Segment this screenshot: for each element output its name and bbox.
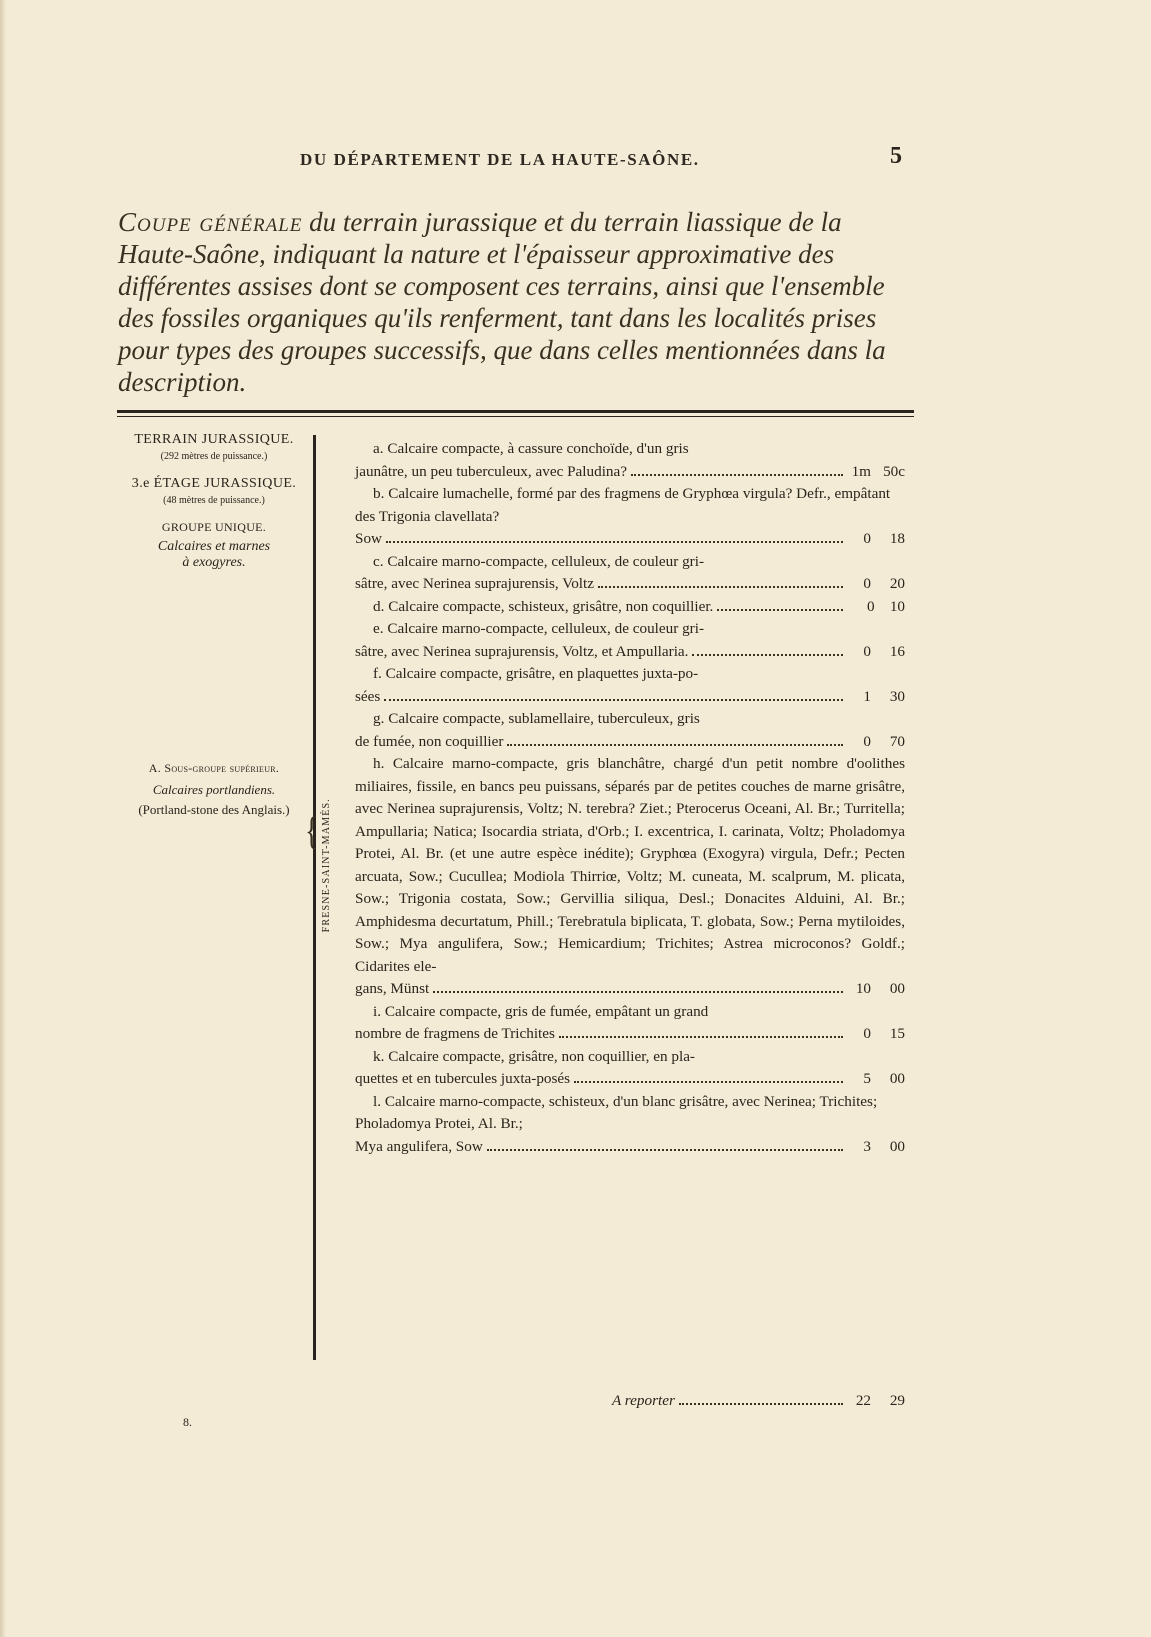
thickness-centimeters: 00 (889, 1137, 905, 1155)
entry-last-line (355, 686, 905, 709)
leader-dots (507, 744, 843, 746)
etage-heading: 3.e ÉTAGE JURASSIQUE. (131, 476, 297, 491)
leader-dots (574, 1081, 843, 1083)
brace-glyph: { (305, 810, 319, 854)
leader-dots (598, 586, 843, 588)
entry-last: sées (355, 687, 381, 705)
groupe-desc-2: à exogyres. (182, 555, 246, 570)
entry-last-line (355, 573, 905, 596)
thickness-meters: 0 (863, 732, 871, 750)
groupe-desc-1: Calcaires et marnes (157, 539, 271, 554)
entry-last-line (355, 731, 905, 754)
sous-groupe-note: (Portland-stone des Anglais.) (138, 802, 290, 817)
leader-dots (717, 609, 843, 611)
leader-dots (487, 1149, 843, 1151)
thickness-centimeters: 16 (889, 642, 905, 660)
entry-a (355, 438, 905, 483)
thickness-meters: 1m (851, 462, 871, 480)
entry-last: sâtre, avec Nerinea suprajurensis, Voltz (355, 575, 594, 592)
locality-text: FRESNE-SAINT-MAMÈS. (320, 797, 332, 933)
thickness-centimeters: 50c (883, 462, 905, 480)
entry-lead: i. Calcaire compacte, gris de fumée, empâtant un grand (373, 1002, 709, 1020)
entry-lead: h. Calcaire marno-compacte, gris blanchâtre, chargé d'un petit nombre d'oolithes miliaires, fissile, en bancs peu puissans, séparés par de petites couches de marne grisâtre, avec Nerinea suprajurensis, Voltz; N. terebra? Ziet.; Pterocerus Oceani, Al. Br.; Turritella; Ampullaria; Natica; Isocardia striata, d'Orb.; I. excentrica, I. carinata, Voltz; Pholadomya Protei, Al. Br. (et une autre espèce inédite); Gryphœa (Exogyra) virgula, Defr.; Pecten arcuata, Sow.; Cucullea; Modiola Thirriœ, Voltz; M. cuneata, M. scalprum, M. plicata, Sow.; Trigonia costata, Sow.; Gervillia siliqua, Desl.; Donacites Alduini, Al. Br.; Amphidesma decurtatum, Phill.; Terebratula biplicata, T. globata, Sow.; Perna mytiloides, Sow.; Mya angulifera, Sow.; Hemicardium; Trichites; Astrea microconos? Goldf.; Cidarites ele- (355, 755, 905, 975)
entry-last: quettes et en tubercules juxta-posés (355, 1070, 571, 1087)
leader-dots (631, 474, 843, 476)
title-lead: Coupe générale (118, 207, 303, 237)
entry-k (355, 1046, 905, 1091)
thickness-centimeters: 20 (889, 575, 905, 592)
thickness-centimeters: 15 (889, 1025, 905, 1042)
leader-dots (433, 991, 843, 993)
thickness-centimeters: 18 (889, 530, 905, 547)
entry-h (355, 753, 905, 1001)
layer-entries (355, 438, 905, 1158)
entry-lead: c. Calcaire marno-compacte, celluleux, de couleur gri- (373, 552, 705, 570)
thickness-meters: 5 (863, 1070, 871, 1087)
leader-dots (559, 1036, 843, 1038)
leader-dots (384, 699, 843, 701)
etage-thickness: (48 mètres de puissance.) (163, 495, 265, 506)
entry-b (355, 483, 905, 551)
title-rule-thin (117, 416, 914, 417)
entry-last: jaunâtre, un peu tuberculeux, avec Paludina? (355, 462, 627, 480)
carry-forward-label: A reporter (612, 1392, 675, 1409)
thickness-centimeters: 00 (889, 980, 905, 997)
thickness-meters: 1 (863, 687, 871, 705)
terrain-heading: TERRAIN JURASSIQUE. (134, 432, 294, 447)
thickness-meters: 0 (863, 642, 871, 660)
thickness-meters: 3 (863, 1137, 871, 1155)
entry-d (355, 596, 905, 619)
entry-lead: f. Calcaire compacte, grisâtre, en plaquettes juxta-po- (373, 665, 699, 682)
entry-last: nombre de fragmens de Trichites (355, 1025, 555, 1042)
entry-lead: e. Calcaire marno-compacte, celluleux, de couleur gri- (373, 620, 705, 637)
running-head: DU DÉPARTEMENT DE LA HAUTE-SAÔNE. (300, 150, 700, 169)
page-binding-edge (0, 0, 6, 1637)
thickness-meters: 10 (855, 980, 871, 997)
entry-last: gans, Münst (355, 980, 430, 997)
entry-last-line (355, 1136, 905, 1159)
leader-dots (692, 654, 843, 656)
entry-last-line (355, 1068, 905, 1091)
terrain-thickness: (292 mètres de puissance.) (160, 451, 268, 462)
entry-last-line (355, 596, 905, 619)
leader-dots (679, 1403, 843, 1405)
entry-lead: k. Calcaire compacte, grisâtre, non coquillier, en pla- (373, 1047, 695, 1065)
carry-forward (612, 1392, 905, 1410)
entry-last: d. Calcaire compacte, schisteux, grisâtre, non coquillier. (373, 597, 714, 615)
entry-lead: g. Calcaire compacte, sublamellaire, tuberculeux, gris (373, 710, 700, 727)
page-number: 5 (890, 143, 902, 169)
thickness-meters: 0 (863, 530, 871, 547)
thickness-centimeters: 10 (889, 597, 905, 615)
entry-c (355, 551, 905, 596)
entry-l (355, 1091, 905, 1159)
total-meters: 22 (855, 1392, 871, 1409)
carry-forward-line (612, 1392, 905, 1410)
thickness-centimeters: 30 (889, 687, 905, 705)
entry-lead: l. Calcaire marno-compacte, schisteux, d'un blanc grisâtre, avec Nerinea; Trichites; Pholadomya Protei, Al. Br.; (355, 1092, 878, 1132)
entry-lead: a. Calcaire compacte, à cassure conchoïde, d'un gris (373, 440, 689, 457)
entry-last: Sow (355, 530, 383, 547)
thickness-meters: 0 (863, 575, 871, 592)
locality-label (316, 790, 336, 940)
entry-last-line (355, 461, 905, 484)
entry-i (355, 1001, 905, 1046)
sous-groupe-desc: Calcaires portlandiens. (152, 782, 276, 797)
entry-g (355, 708, 905, 753)
entry-last-line (355, 1023, 905, 1046)
entry-last: Mya angulifera, Sow (355, 1137, 483, 1155)
entry-e (355, 618, 905, 663)
stratigraphy-column (116, 432, 312, 818)
section-title (118, 206, 918, 398)
thickness-centimeters: 70 (889, 732, 905, 750)
sous-groupe-heading: A. Sous-groupe supérieur. (148, 761, 280, 775)
entry-last: de fumée, non coquillier (355, 732, 504, 750)
title-rest: du terrain jurassique et du terrain liassique de la Haute-Saône, indiquant la nature et l'épaisseur approximative des différentes assises dont se composent ces terrains, ainsi que l'ensemble des fossiles organiques qu'ils renferment, tant dans les localités prises pour types des groupes successifs, que dans celles mentionnées dans la description. (118, 207, 886, 397)
entry-lead: b. Calcaire lumachelle, formé par des fragmens de Gryphœa virgula? Defr., empâtant des Trigonia clavellata? (355, 485, 891, 525)
leader-dots (386, 541, 843, 543)
total-centimeters: 29 (889, 1392, 905, 1409)
title-rule-thick (117, 410, 914, 413)
thickness-meters: 0 (867, 597, 875, 615)
entry-f (355, 663, 905, 708)
entry-last: sâtre, avec Nerinea suprajurensis, Voltz, et Ampullaria. (355, 642, 689, 660)
printer-signature: 8. (183, 1415, 192, 1429)
thickness-centimeters: 00 (889, 1070, 905, 1087)
entry-last-line (355, 528, 905, 551)
entry-last-line (355, 641, 905, 664)
thickness-meters: 0 (863, 1025, 871, 1042)
entry-last-line (355, 978, 905, 1001)
groupe-heading: GROUPE UNIQUE. (161, 520, 267, 534)
